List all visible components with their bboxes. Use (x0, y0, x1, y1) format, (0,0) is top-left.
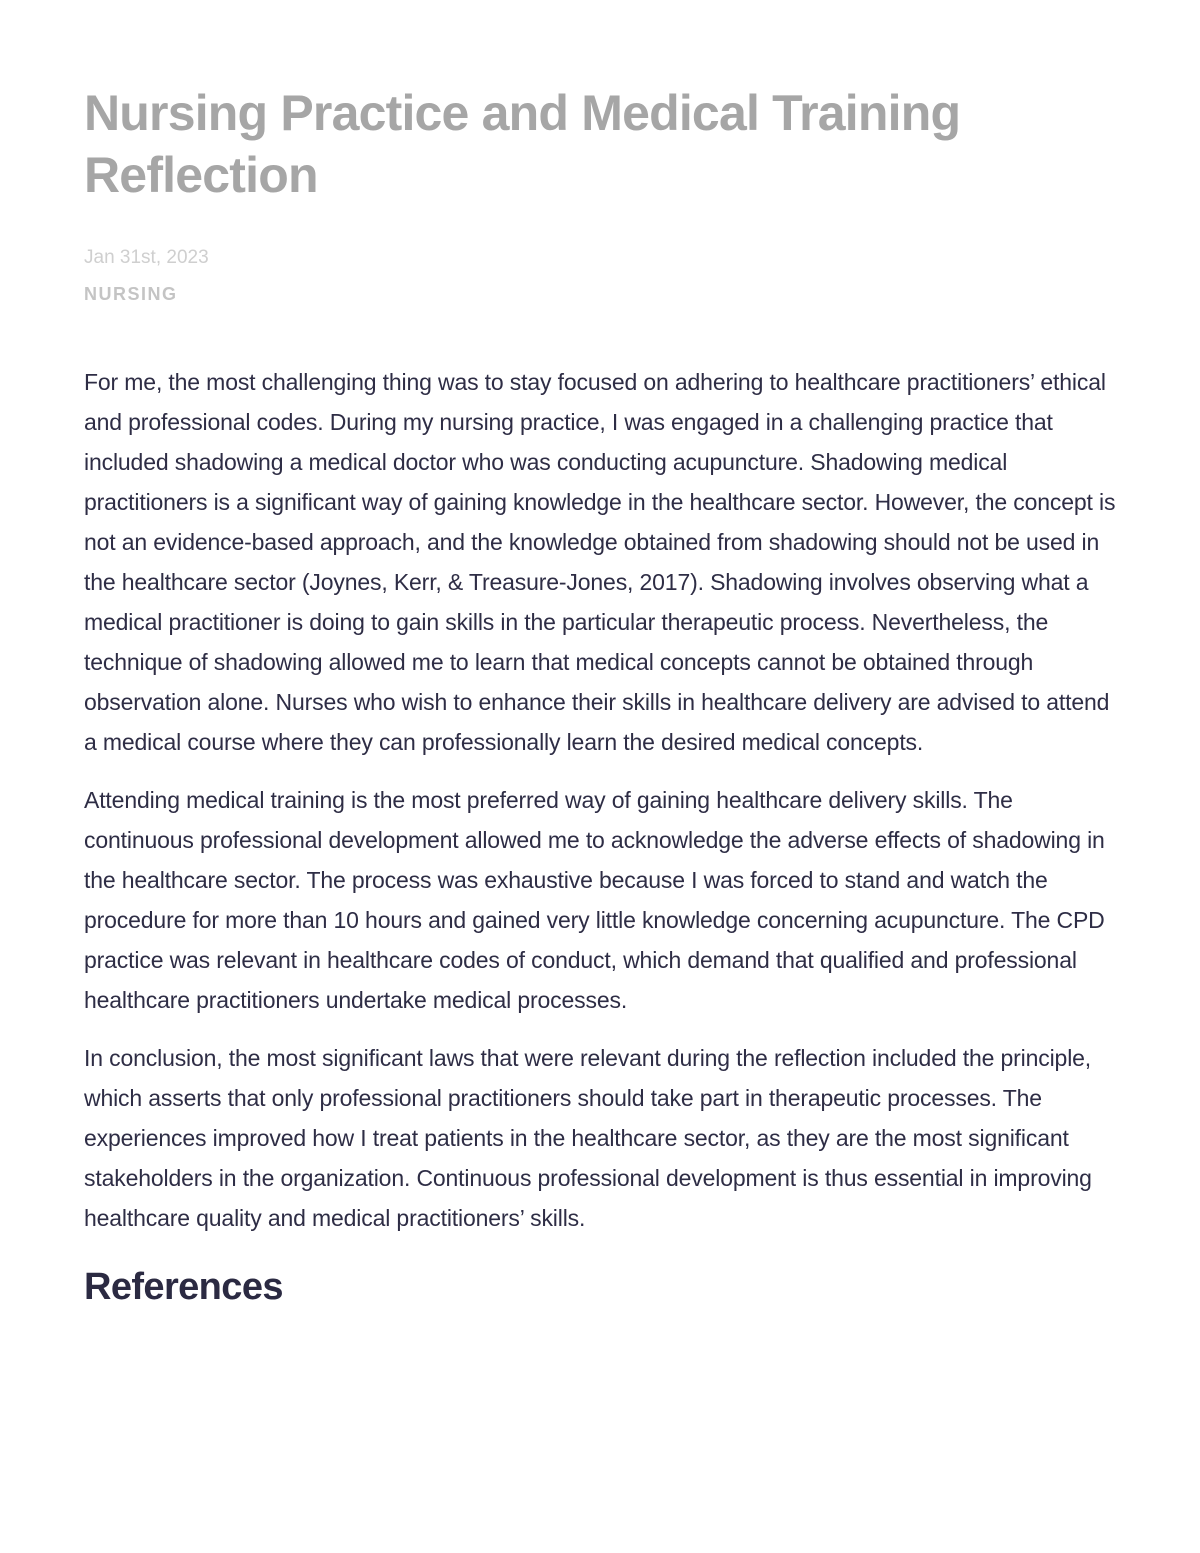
references-heading: References (84, 1266, 283, 1308)
article-body (84, 362, 1124, 1238)
category-tag: NURSING (84, 284, 178, 304)
article-meta (84, 246, 1124, 306)
article (84, 82, 1124, 1310)
body-paragraph-3: In conclusion, the most significant laws that were relevant during the reflection included the principle, which asserts that only professional practitioners should take part in therapeutic processes. The experiences improved how I treat patients in the healthcare sector, as they are the most significant stakeholders in the organization. Continuous professional development is thus essential in improving healthcare quality and medical practitioners’ skills. (84, 1045, 1092, 1231)
article-title: Nursing Practice and Medical Training Reflection (84, 85, 961, 203)
body-paragraph-1: For me, the most challenging thing was to stay focused on adhering to healthcare practitioners’ ethical and professional codes. During my nursing practice, I was engaged in a challenging practice that included shadowing a medical doctor who was conducting acupuncture. Shadowing medical practitioners is a significant way of gaining knowledge in the healthcare sector. However, the concept is not an evidence-based approach, and the knowledge obtained from shadowing should not be used in the healthcare sector (Joynes, Kerr, & Treasure-Jones, 2017). Shadowing involves observing what a medical practitioner is doing to gain skills in the particular therapeutic process. Nevertheless, the technique of shadowing allowed me to learn that medical concepts cannot be obtained through observation alone. Nurses who wish to enhance their skills in healthcare delivery are advised to attend a medical course where they can professionally learn the desired medical concepts. (84, 369, 1116, 755)
publish-date: Jan 31st, 2023 (84, 247, 209, 268)
body-paragraph-2: Attending medical training is the most preferred way of gaining healthcare delivery skills. The continuous professional development allowed me to acknowledge the adverse effects of shadowing in the healthcare sector. The process was exhaustive because I was forced to stand and watch the procedure for more than 10 hours and gained very little knowledge concerning acupuncture. The CPD practice was relevant in healthcare codes of conduct, which demand that qualified and professional healthcare practitioners undertake medical processes. (84, 787, 1105, 1013)
